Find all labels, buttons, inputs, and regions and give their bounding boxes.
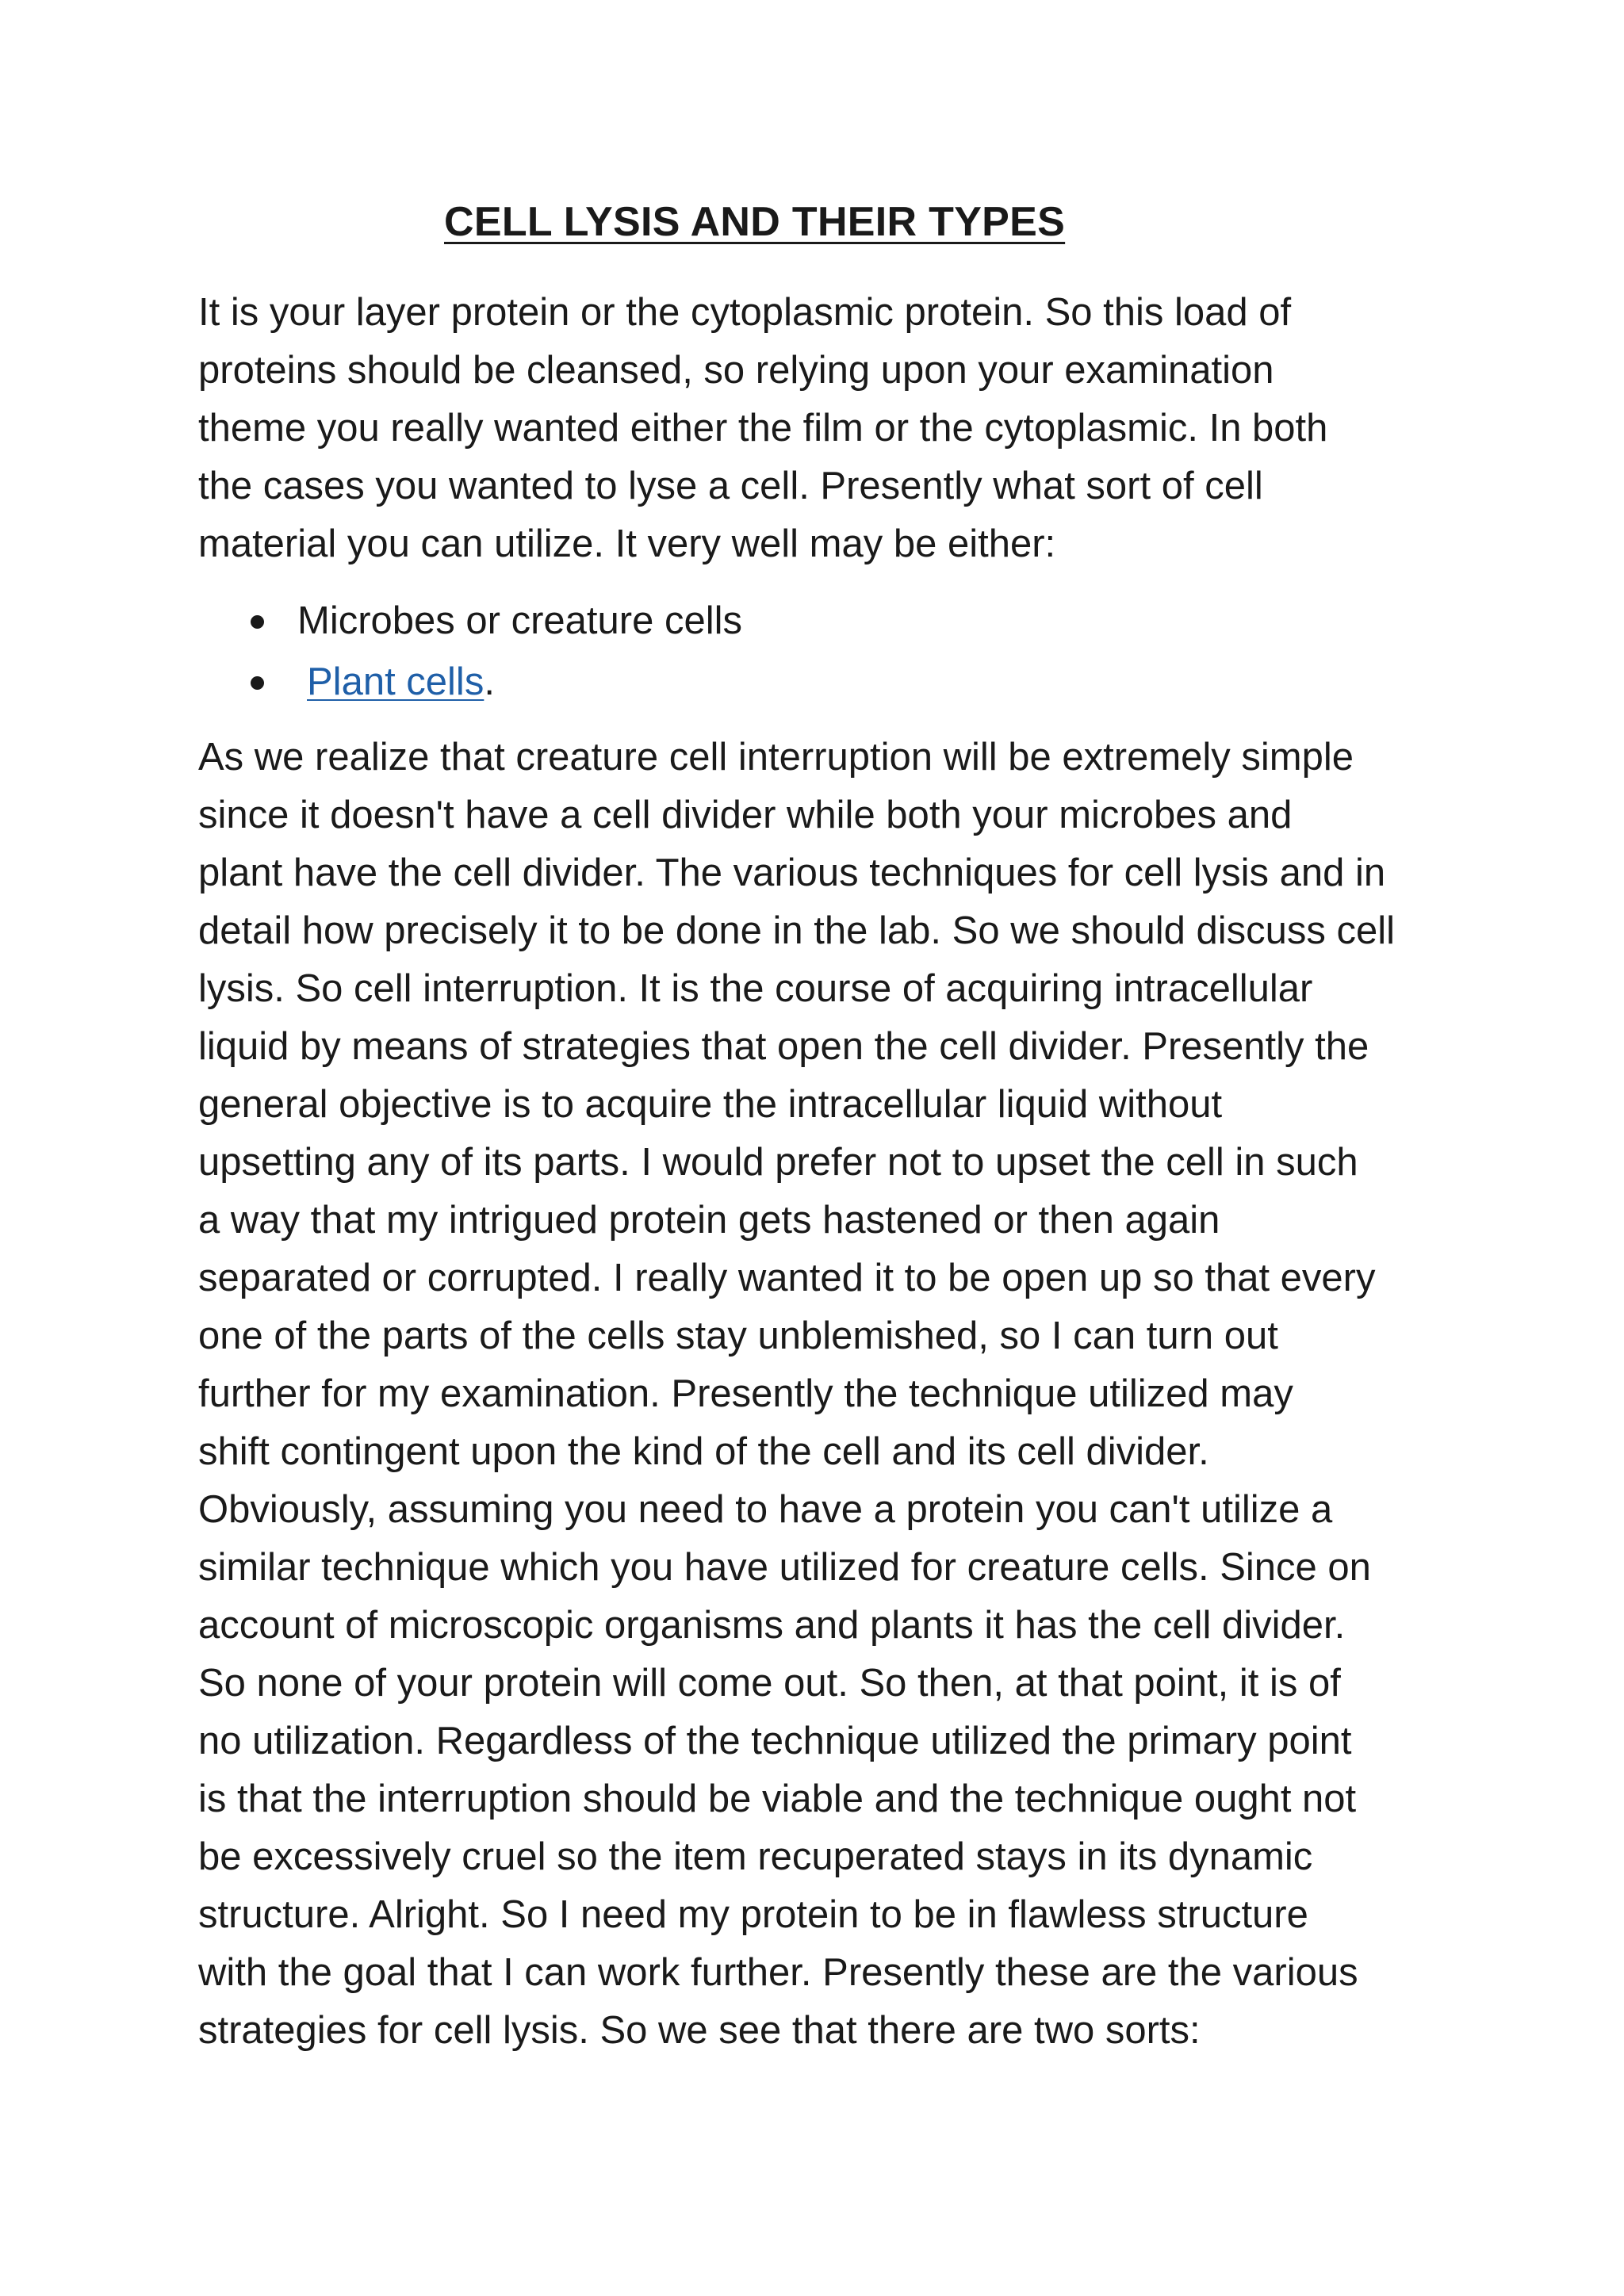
text-line: theme you really wanted either the film or the cytoplasmic. In both — [198, 407, 1328, 450]
text-line: one of the parts of the cells stay unblemished, so I can turn out — [198, 1314, 1278, 1357]
text-line: plant have the cell divider. The various techniques for cell lysis and in — [198, 851, 1386, 894]
text-line: further for my examination. Presently the technique utilized may — [198, 1372, 1293, 1415]
text-line: detail how precisely it to be done in the lab. So we should discuss cell — [198, 909, 1395, 952]
bullet-icon — [251, 676, 264, 690]
bullet-list — [198, 591, 1451, 713]
document-body — [198, 284, 1451, 2060]
text-line: Obviously, assuming you need to have a protein you can't utilize a — [198, 1488, 1333, 1531]
intro-paragraph — [198, 284, 1451, 573]
bullet-item — [198, 591, 1451, 652]
bullet-text: Microbes or creature cells — [297, 599, 742, 642]
text-line: be excessively cruel so the item recuperated stays in its dynamic — [198, 1835, 1313, 1878]
text-line: So none of your protein will come out. So then, at that point, it is of — [198, 1662, 1341, 1705]
text-line: similar technique which you have utilized for creature cells. Since on — [198, 1546, 1371, 1589]
text-line: structure. Alright. So I need my protein to be in flawless structure — [198, 1893, 1308, 1936]
body-paragraph — [198, 729, 1451, 2060]
bullet-icon — [251, 615, 264, 629]
text-line: the cases you wanted to lyse a cell. Presently what sort of cell — [198, 465, 1263, 507]
text-line: As we realize that creature cell interruption will be extremely simple — [198, 736, 1354, 779]
text-line: upsetting any of its parts. I would prefer not to upset the cell in such — [198, 1141, 1358, 1184]
text-line: with the goal that I can work further. Presently these are the various — [198, 1951, 1358, 1994]
text-line: liquid by means of strategies that open the cell divider. Presently the — [198, 1025, 1369, 1068]
text-line: no utilization. Regardless of the technique utilized the primary point — [198, 1720, 1352, 1762]
bullet-item — [198, 652, 1451, 713]
text-line: is that the interruption should be viable and the technique ought not — [198, 1777, 1357, 1820]
text-line: material you can utilize. It very well may be either: — [198, 522, 1056, 565]
text-line: since it doesn't have a cell divider while both your microbes and — [198, 794, 1293, 836]
text-line: proteins should be cleansed, so relying upon your examination — [198, 349, 1274, 392]
plant-cells-link[interactable]: Plant cells — [307, 660, 485, 703]
text-line: shift contingent upon the kind of the cell and its cell divider. — [198, 1430, 1209, 1473]
text-line: strategies for cell lysis. So we see that there are two sorts: — [198, 2009, 1201, 2052]
text-line: account of microscopic organisms and plants it has the cell divider. — [198, 1604, 1346, 1647]
document-title: CELL LYSIS AND THEIR TYPES — [444, 199, 1066, 245]
text-line: separated or corrupted. I really wanted it to be open up so that every — [198, 1257, 1376, 1299]
text-line: general objective is to acquire the intracellular liquid without — [198, 1083, 1223, 1126]
text-line: lysis. So cell interruption. It is the course of acquiring intracellular — [198, 967, 1313, 1010]
text-line: It is your layer protein or the cytoplasmic protein. So this load of — [198, 291, 1292, 334]
text-line: a way that my intrigued protein gets hastened or then again — [198, 1199, 1220, 1242]
bullet-suffix: . — [484, 660, 495, 703]
